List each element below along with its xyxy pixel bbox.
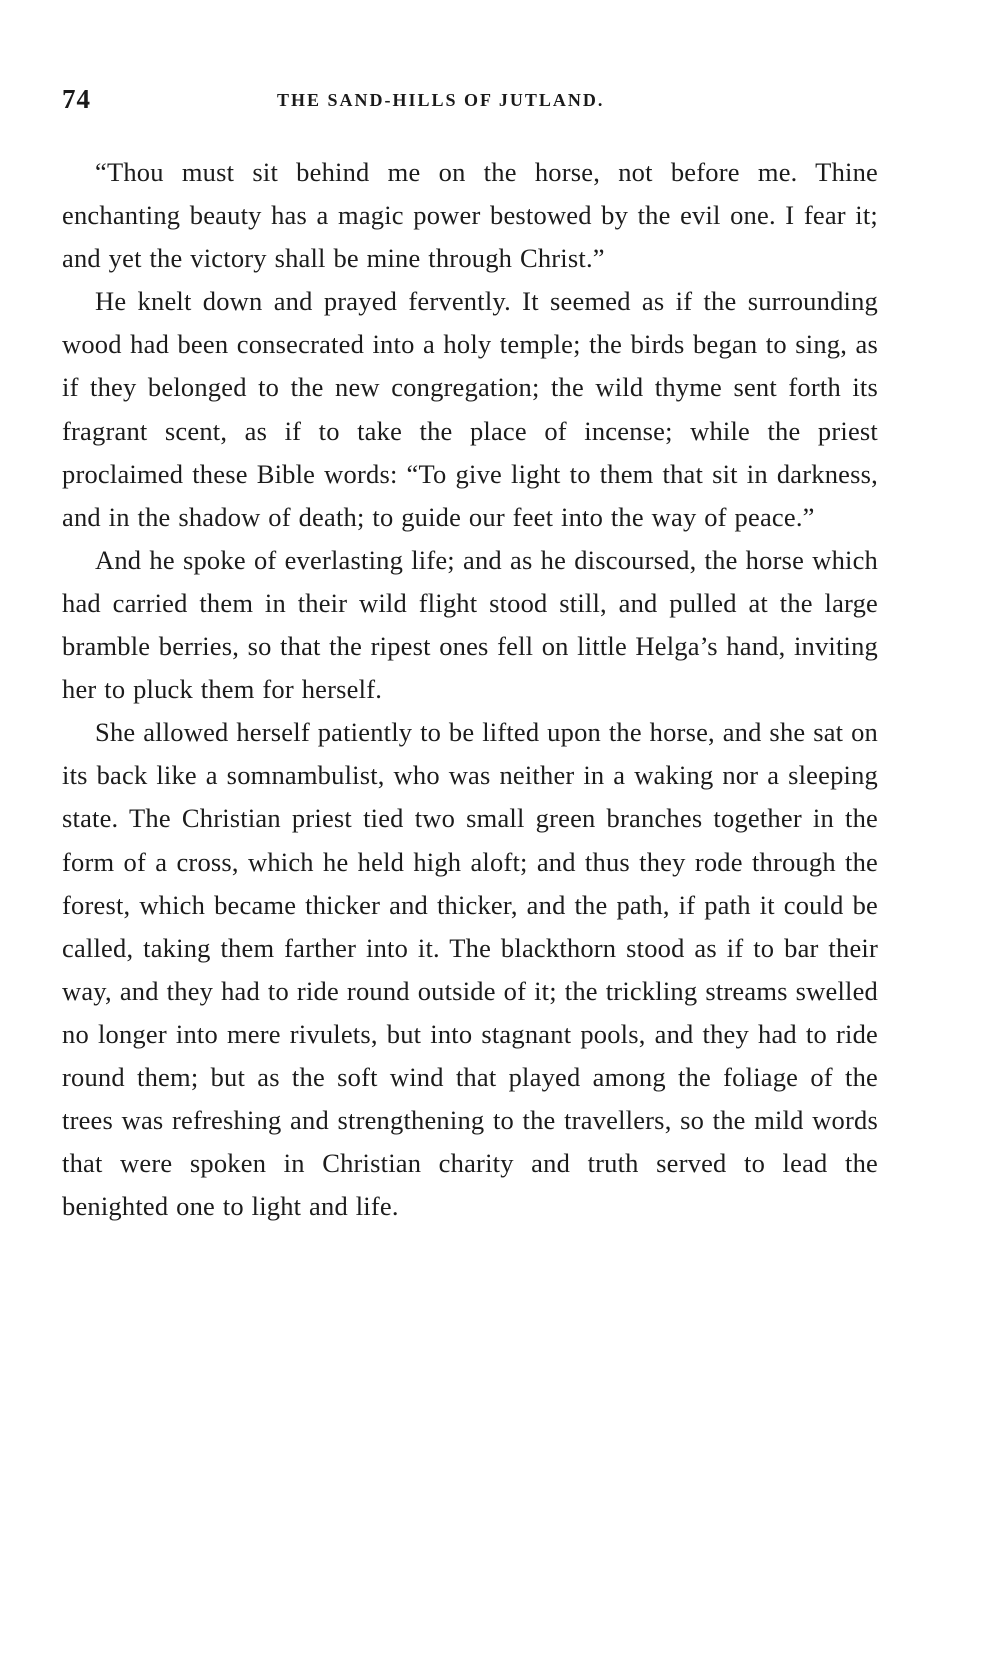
- running-title: THE SAND-HILLS OF JUTLAND.: [277, 90, 605, 110]
- book-page: [62, 84, 878, 1228]
- page-number: 74: [62, 84, 91, 114]
- paragraph-2: He knelt down and prayed fervently. It seemed as if the surrounding wood had been consecrated into a holy temple; the birds began to sing, as if they belonged to the new congregation; the wild thyme sent forth its fragrant scent, as if to take the place of incense; while the priest proclaimed these Bible words: “To give light to them that sit in darkness, and in the shadow of death; to guide our feet into the way of peace.”: [62, 286, 878, 532]
- paragraph-3: And he spoke of everlasting life; and as he discoursed, the horse which had carried them in their wild flight stood still, and pulled at the large bramble berries, so that the ripest ones fell on little Helga’s hand, inviting her to pluck them for herself.: [62, 544, 878, 705]
- running-head: [62, 84, 878, 124]
- paragraph-4: She allowed herself patiently to be lifted upon the horse, and she sat on its back like a somnambulist, who was neither in a waking nor a sleeping state. The Christian priest tied two small green branches together in the form of a cross, which he held high aloft; and thus they rode through the forest, which became thicker and thicker, and the path, if path it could be called, taking them farther into it. The blackthorn stood as if to bar their way, and they had to ride round outside of it; the trickling streams swelled no longer into mere rivulets, but into stagnant pools, and they had to ride round them; but as the soft wind that played among the foliage of the trees was refreshing and strengthening to the travellers, so the mild words that were spoken in Christian charity and truth served to lead the benighted one to light and life.: [62, 717, 878, 1222]
- body-text: [62, 151, 878, 1228]
- paragraph-1: “Thou must sit behind me on the horse, not before me. Thine enchanting beauty has a magic power bestowed by the evil one. I fear it; and yet the victory shall be mine through Christ.”: [62, 157, 878, 274]
